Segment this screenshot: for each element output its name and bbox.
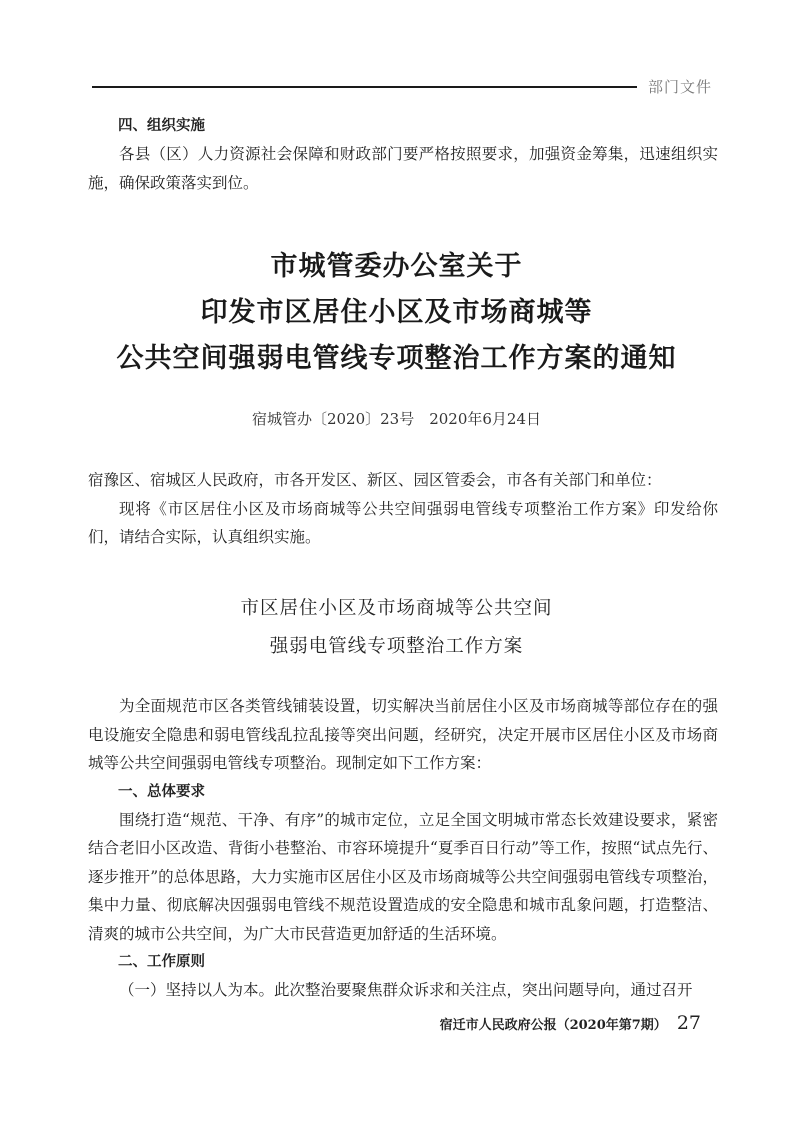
notice-title-line-1: 市城管委办公室关于 bbox=[270, 251, 523, 282]
paragraph: 围绕打造“规范、干净、有序”的城市定位，立足全国文明城市常态长效建设要求，紧密结合老旧小区改造、背街小巷整治、市容环境提升“夏季百日行动”等工作，按照“试点先行、逐步推开”的总体思路，大力实施市区居住小区及市场商城等公共空间强弱电管线专项整治，集中力量、彻底解决因强弱电管线不规范设置造成的安全隐患和城市乱象问题，打造整洁、清爽的城市公共空间，为广大市民营造更加舒适的生活环境。 bbox=[88, 810, 718, 943]
notice-title-line-2: 印发市区居住小区及市场商城等 bbox=[200, 297, 593, 328]
paragraph: 各县（区）人力资源社会保障和财政部门要严格按照要求，加强资金筹集，迅速组织实施，确保政策落实到位。 bbox=[88, 145, 718, 192]
publication-name: 宿迁市人民政府公报（2020年第7期） bbox=[439, 1018, 667, 1033]
notice-title-line-3: 公共空间强弱电管线专项整治工作方案的通知 bbox=[116, 343, 677, 374]
addressee: 宿豫区、宿城区人民政府，市各开发区、新区、园区管委会，市各有关部门和单位： bbox=[88, 471, 662, 489]
section-heading: 四、组织实施 bbox=[118, 118, 205, 134]
plan-title-line-2: 强弱电管线专项整治工作方案 bbox=[269, 636, 524, 657]
section-heading: 一、总体要求 bbox=[118, 783, 205, 800]
plan-body bbox=[88, 692, 718, 1005]
document-number: 宿城管办〔2020〕23号 2020年6月24日 bbox=[251, 410, 542, 428]
page-number: 27 bbox=[676, 1012, 701, 1034]
notice-paragraph: 现将《市区居住小区及市场商城等公共空间强弱电管线专项整治工作方案》印发给你们，请结合实际，认真组织实施。 bbox=[88, 499, 718, 546]
section-heading: 二、工作原则 bbox=[118, 954, 205, 970]
intro-paragraph: 为全面规范市区各类管线铺装设置，切实解决当前居住小区及市场商城等部位存在的强电设施安全隐患和弱电管线乱拉乱接等突出问题，经研究，决定开展市区居住小区及市场商城等公共空间强弱电管线专项整治。现制定如下工作方案： bbox=[88, 697, 718, 772]
paragraph: （一）坚持以人为本。此次整治要聚焦群众诉求和关注点，突出问题导向，通过召开 bbox=[119, 981, 693, 999]
notice-body bbox=[88, 466, 718, 552]
plan-title-line-1: 市区居住小区及市场商城等公共空间 bbox=[240, 598, 553, 619]
section-label: 部门文件 bbox=[648, 78, 713, 96]
page-footer bbox=[440, 1012, 701, 1034]
section-4 bbox=[88, 112, 718, 197]
header-rule bbox=[92, 86, 637, 88]
